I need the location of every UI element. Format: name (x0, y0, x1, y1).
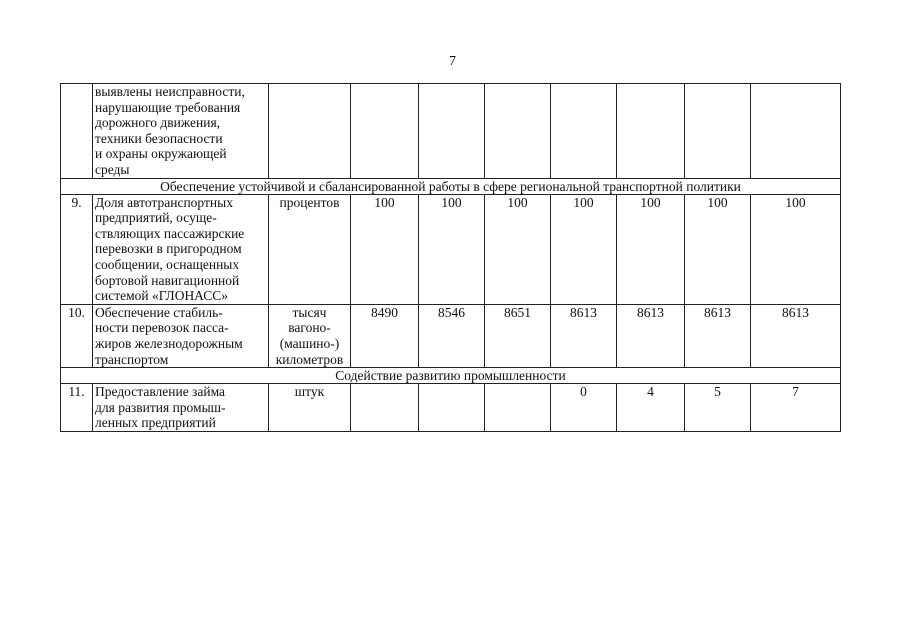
name-line: ности перевозок пасса- (95, 320, 229, 336)
value-cell (617, 84, 685, 179)
unit-line: процентов (279, 194, 340, 210)
name-line: перевозки в пригородном (95, 241, 242, 257)
value-cell: 100 (419, 194, 485, 304)
section-heading: Содействие развитию промышленности (61, 368, 841, 384)
value-cell (685, 84, 751, 179)
row-number-cell: 11. (61, 384, 93, 432)
indicator-name-cell (93, 304, 269, 367)
value-cell: 100 (551, 194, 617, 304)
unit-line: тысяч (292, 304, 327, 320)
name-line: Предоставление займа (95, 384, 226, 400)
name-line: сообщении, оснащенных (95, 256, 240, 272)
value-cell (419, 384, 485, 432)
value-cell (351, 384, 419, 432)
name-line: предприятий, осуще- (95, 210, 217, 226)
name-line: Доля автотранспортных (95, 194, 233, 210)
name-line: выявлены неисправности, (95, 84, 245, 99)
unit-line: километров (275, 351, 344, 367)
value-cell: 100 (751, 194, 841, 304)
unit-cell (269, 304, 351, 367)
unit-line: штук (294, 384, 325, 400)
value-cell: 8613 (751, 304, 841, 367)
row-number-cell: 10. (61, 304, 93, 367)
table-row-10 (61, 304, 841, 367)
indicator-name-cell (93, 84, 269, 179)
section-row (61, 368, 841, 384)
value-cell (551, 84, 617, 179)
value-cell: 8613 (685, 304, 751, 367)
row-number-cell (61, 84, 93, 179)
name-line: ствляющих пассажирские (95, 225, 245, 241)
table-row-continuation (61, 84, 841, 179)
value-cell: 100 (485, 194, 551, 304)
value-cell: 8546 (419, 304, 485, 367)
name-line: техники безопасности (95, 130, 223, 146)
name-line: системой «ГЛОНАСС» (95, 288, 229, 304)
table-row-11 (61, 384, 841, 432)
row-number-cell: 9. (61, 194, 93, 304)
unit-cell (269, 384, 351, 432)
value-cell: 7 (751, 384, 841, 432)
value-cell: 8613 (551, 304, 617, 367)
indicator-name-cell (93, 384, 269, 432)
value-cell: 0 (551, 384, 617, 432)
value-cell (419, 84, 485, 179)
name-line: нарушающие требования (95, 99, 241, 115)
table-row-9 (61, 194, 841, 304)
value-cell: 100 (685, 194, 751, 304)
value-cell: 4 (617, 384, 685, 432)
name-line: и охраны окружающей (95, 146, 227, 162)
indicator-name-cell (93, 194, 269, 304)
value-cell: 100 (617, 194, 685, 304)
value-cell (351, 84, 419, 179)
value-cell (751, 84, 841, 179)
unit-cell (269, 84, 351, 179)
name-line: для развития промыш- (95, 399, 226, 415)
unit-line: вагоно- (288, 320, 331, 336)
unit-cell (269, 194, 351, 304)
section-row (61, 178, 841, 194)
value-cell (485, 384, 551, 432)
value-cell: 8490 (351, 304, 419, 367)
value-cell: 5 (685, 384, 751, 432)
value-cell (485, 84, 551, 179)
name-line: ленных предприятий (95, 415, 216, 431)
page-number: 7 (449, 54, 456, 69)
value-cell: 8651 (485, 304, 551, 367)
value-cell: 8613 (617, 304, 685, 367)
name-line: среды (95, 161, 130, 177)
name-line: дорожного движения, (95, 115, 221, 131)
unit-line: (машино-) (279, 335, 340, 351)
indicators-table (60, 83, 841, 432)
name-line: бортовой навигационной (95, 272, 240, 288)
section-heading: Обеспечение устойчивой и сбалансированной работы в сфере региональной транспортной политики (61, 178, 841, 194)
name-line: Обеспечение стабиль- (95, 304, 223, 320)
value-cell: 100 (351, 194, 419, 304)
name-line: жиров железнодорожным (95, 335, 243, 351)
name-line: транспортом (95, 351, 169, 367)
